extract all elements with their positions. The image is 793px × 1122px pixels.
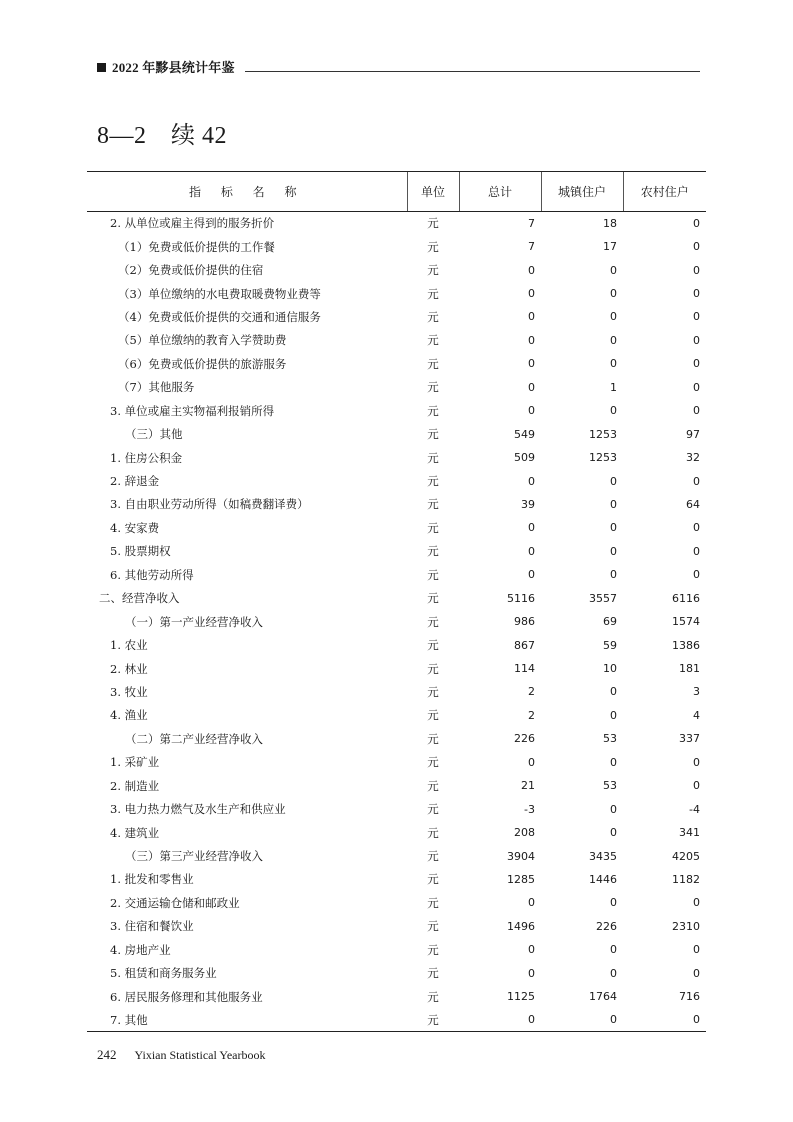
table-title: 8—2 续 42 [97, 123, 227, 149]
row-name-cell: 4. 建筑业 [110, 825, 160, 840]
table-row [87, 469, 706, 492]
row-total-cell: 0 [528, 474, 535, 488]
row-unit-cell: 元 [427, 849, 439, 864]
row-rural-cell: 716 [679, 990, 700, 1004]
row-rural-cell: 181 [679, 662, 700, 676]
row-name-cell: 二、经营净收入 [99, 591, 180, 606]
table-row [87, 821, 706, 844]
row-urban-cell: 1253 [589, 427, 617, 441]
row-total-cell: 0 [528, 380, 535, 394]
row-urban-cell: 0 [610, 685, 617, 699]
table-row [87, 422, 706, 445]
table-row [87, 282, 706, 305]
row-rural-cell: 0 [693, 568, 700, 582]
row-name-cell: 4. 渔业 [110, 708, 148, 723]
statistics-table [87, 171, 706, 1032]
row-urban-cell: 53 [603, 732, 617, 746]
row-unit-cell: 元 [427, 216, 439, 231]
row-urban-cell: 3435 [589, 849, 617, 863]
row-unit-cell: 元 [427, 966, 439, 981]
row-name-cell: 3. 自由职业劳动所得（如稿费翻译费） [110, 497, 309, 512]
table-row [87, 329, 706, 352]
row-name-cell: 2. 林业 [110, 661, 148, 676]
row-urban-cell: 3557 [589, 591, 617, 605]
row-total-cell: 39 [521, 497, 535, 511]
column-header-rural: 农村住户 [623, 172, 706, 212]
row-urban-cell: 0 [610, 755, 617, 769]
row-urban-cell: 59 [603, 638, 617, 652]
row-unit-cell: 元 [427, 755, 439, 770]
row-urban-cell: 0 [610, 310, 617, 324]
row-urban-cell: 0 [610, 943, 617, 957]
row-name-cell: （1）免费或低价提供的工作餐 [118, 239, 275, 254]
row-rural-cell: 1182 [672, 872, 700, 886]
row-rural-cell: 0 [693, 521, 700, 535]
row-unit-cell: 元 [427, 684, 439, 699]
row-total-cell: 5116 [507, 591, 535, 605]
table-row [87, 446, 706, 469]
table-row [87, 610, 706, 633]
row-urban-cell: 1446 [589, 872, 617, 886]
row-rural-cell: 0 [693, 404, 700, 418]
row-total-cell: 0 [528, 263, 535, 277]
table-row [87, 891, 706, 914]
row-unit-cell: 元 [427, 380, 439, 395]
row-rural-cell: 0 [693, 896, 700, 910]
table-row [87, 399, 706, 422]
row-name-cell: 4. 安家费 [110, 520, 160, 535]
row-name-cell: 2. 从单位或雇主得到的服务折价 [110, 216, 275, 231]
row-name-cell: 3. 住宿和餐饮业 [110, 919, 194, 934]
row-unit-cell: 元 [427, 919, 439, 934]
row-rural-cell: 337 [679, 732, 700, 746]
row-total-cell: 0 [528, 755, 535, 769]
row-total-cell: 549 [514, 427, 535, 441]
table-row [87, 633, 706, 656]
row-name-cell: （5）单位缴纳的教育入学赞助费 [118, 333, 287, 348]
row-total-cell: 867 [514, 638, 535, 652]
row-unit-cell: 元 [427, 403, 439, 418]
row-urban-cell: 69 [603, 615, 617, 629]
row-urban-cell: 0 [610, 708, 617, 722]
row-total-cell: 0 [528, 544, 535, 558]
row-unit-cell: 元 [427, 544, 439, 559]
row-unit-cell: 元 [427, 309, 439, 324]
row-urban-cell: 17 [603, 240, 617, 254]
row-unit-cell: 元 [427, 708, 439, 723]
row-urban-cell: 0 [610, 497, 617, 511]
row-urban-cell: 0 [610, 568, 617, 582]
row-rural-cell: 97 [686, 427, 700, 441]
table-row [87, 844, 706, 867]
row-total-cell: 0 [528, 404, 535, 418]
row-name-cell: 3. 牧业 [110, 684, 148, 699]
row-urban-cell: 0 [541, 1008, 623, 1031]
row-unit-cell: 元 [427, 333, 439, 348]
row-rural-cell: 4205 [672, 849, 700, 863]
row-urban-cell: 0 [610, 544, 617, 558]
row-urban-cell: 0 [610, 896, 617, 910]
row-name-cell: （7）其他服务 [118, 380, 195, 395]
table-row [87, 587, 706, 610]
column-header-name: 指 标 名 称 [87, 172, 407, 212]
row-urban-cell: 53 [603, 779, 617, 793]
row-rural-cell: 0 [693, 310, 700, 324]
row-name-cell: 1. 采矿业 [110, 755, 160, 770]
row-rural-cell: 0 [693, 544, 700, 558]
row-total-cell: 0 [528, 521, 535, 535]
row-unit-cell: 元 [427, 497, 439, 512]
row-name-cell: 2. 交通运输仓储和邮政业 [110, 895, 240, 910]
column-header-urban: 城镇住户 [541, 172, 623, 212]
row-rural-cell: 341 [679, 826, 700, 840]
table-header-row [87, 172, 706, 212]
row-unit-cell: 元 [427, 731, 439, 746]
row-urban-cell: 0 [610, 802, 617, 816]
column-header-total: 总计 [459, 172, 541, 212]
row-urban-cell: 0 [610, 333, 617, 347]
row-total-cell: 0 [528, 310, 535, 324]
row-name-cell: 5. 股票期权 [110, 544, 171, 559]
row-name-cell: （一）第一产业经营净收入 [125, 614, 263, 629]
row-name-cell: 1. 住房公积金 [110, 450, 183, 465]
row-total-cell: 7 [528, 216, 535, 230]
row-unit-cell: 元 [427, 567, 439, 582]
row-urban-cell: 0 [610, 521, 617, 535]
row-rural-cell: 1386 [672, 638, 700, 652]
row-name-cell: （三）第三产业经营净收入 [125, 849, 263, 864]
table-row [87, 376, 706, 399]
row-total-cell: 7 [528, 240, 535, 254]
table-row [87, 212, 706, 235]
square-bullet-icon [97, 63, 106, 72]
table-body [87, 212, 706, 1032]
row-unit-cell: 元 [427, 778, 439, 793]
row-unit-cell: 元 [427, 661, 439, 676]
row-total-cell: 509 [514, 451, 535, 465]
row-urban-cell: 0 [610, 826, 617, 840]
row-unit-cell: 元 [427, 638, 439, 653]
row-total-cell: 208 [514, 826, 535, 840]
row-rural-cell: 4 [693, 708, 700, 722]
row-total-cell: 2 [528, 708, 535, 722]
row-total-cell: 3904 [507, 849, 535, 863]
table-row [87, 235, 706, 258]
row-rural-cell: 0 [693, 287, 700, 301]
row-name-cell: （4）免费或低价提供的交通和通信服务 [118, 309, 321, 324]
column-header-unit: 单位 [407, 172, 459, 212]
row-name-cell: （2）免费或低价提供的住宿 [118, 263, 264, 278]
row-unit-cell: 元 [427, 989, 439, 1004]
row-total-cell: 0 [528, 943, 535, 957]
row-name-cell: 1. 批发和零售业 [110, 872, 194, 887]
table-row [87, 305, 706, 328]
row-rural-cell: 1574 [672, 615, 700, 629]
row-name-cell: 6. 其他劳动所得 [110, 567, 194, 582]
row-unit-cell: 元 [427, 286, 439, 301]
row-unit-cell: 元 [427, 520, 439, 535]
table-row [87, 868, 706, 891]
row-rural-cell: 0 [693, 333, 700, 347]
row-unit-cell: 元 [427, 427, 439, 442]
row-unit-cell: 元 [427, 474, 439, 489]
row-rural-cell: 0 [693, 357, 700, 371]
page-number: 242 [97, 1047, 117, 1062]
table-row [87, 1008, 706, 1031]
running-title: 2022 年黟县统计年鉴 [112, 60, 235, 75]
row-total-cell: 1125 [507, 990, 535, 1004]
row-unit-cell: 元 [427, 614, 439, 629]
row-unit-cell: 元 [427, 825, 439, 840]
row-urban-cell: 0 [610, 263, 617, 277]
row-urban-cell: 226 [596, 919, 617, 933]
row-urban-cell: 10 [603, 662, 617, 676]
row-total-cell: 1285 [507, 872, 535, 886]
table-row [87, 985, 706, 1008]
row-total-cell: 1496 [507, 919, 535, 933]
row-unit-cell: 元 [427, 356, 439, 371]
row-rural-cell: -4 [689, 802, 700, 816]
table-row [87, 493, 706, 516]
table-row [87, 540, 706, 563]
row-rural-cell: 3 [693, 685, 700, 699]
row-name-cell: 2. 制造业 [110, 778, 160, 793]
table-row [87, 352, 706, 375]
table-row [87, 516, 706, 539]
row-rural-cell: 0 [693, 966, 700, 980]
row-urban-cell: 1253 [589, 451, 617, 465]
row-total-cell: 0 [528, 333, 535, 347]
row-unit-cell: 元 [427, 802, 439, 817]
row-urban-cell: 0 [610, 357, 617, 371]
row-rural-cell: 0 [693, 943, 700, 957]
table-row [87, 751, 706, 774]
row-unit-cell: 元 [427, 942, 439, 957]
row-name-cell: 4. 房地产业 [110, 942, 171, 957]
row-rural-cell: 2310 [672, 919, 700, 933]
table-row [87, 727, 706, 750]
table-row [87, 797, 706, 820]
row-total-cell: 0 [528, 357, 535, 371]
row-rural-cell: 6116 [672, 591, 700, 605]
running-header [97, 57, 235, 76]
row-rural-cell: 32 [686, 451, 700, 465]
row-rural-cell: 0 [693, 474, 700, 488]
row-urban-cell: 18 [603, 216, 617, 230]
table-row [87, 657, 706, 680]
row-unit-cell: 元 [407, 1008, 459, 1031]
table-row [87, 915, 706, 938]
row-unit-cell: 元 [427, 591, 439, 606]
row-name-cell: 7. 其他 [87, 1008, 407, 1031]
row-rural-cell: 0 [693, 779, 700, 793]
row-total-cell: 2 [528, 685, 535, 699]
table-row [87, 258, 706, 281]
row-unit-cell: 元 [427, 450, 439, 465]
table-row [87, 938, 706, 961]
row-name-cell: 3. 单位或雇主实物福利报销所得 [110, 403, 275, 418]
row-total-cell: 0 [459, 1008, 541, 1031]
table-row [87, 704, 706, 727]
row-total-cell: -3 [524, 802, 535, 816]
row-total-cell: 21 [521, 779, 535, 793]
row-rural-cell: 0 [693, 755, 700, 769]
row-total-cell: 114 [514, 662, 535, 676]
row-rural-cell: 0 [693, 216, 700, 230]
row-rural-cell: 0 [693, 380, 700, 394]
book-title: Yixian Statistical Yearbook [134, 1048, 266, 1062]
table-row [87, 962, 706, 985]
row-rural-cell: 64 [686, 497, 700, 511]
row-urban-cell: 1 [610, 380, 617, 394]
row-total-cell: 0 [528, 966, 535, 980]
row-urban-cell: 0 [610, 474, 617, 488]
row-urban-cell: 1764 [589, 990, 617, 1004]
row-name-cell: 3. 电力热力燃气及水生产和供应业 [110, 802, 286, 817]
page-footer [97, 1047, 266, 1063]
row-name-cell: 5. 租赁和商务服务业 [110, 966, 217, 981]
row-rural-cell: 0 [693, 263, 700, 277]
row-total-cell: 986 [514, 615, 535, 629]
row-unit-cell: 元 [427, 263, 439, 278]
row-name-cell: （二）第二产业经营净收入 [125, 731, 263, 746]
row-unit-cell: 元 [427, 895, 439, 910]
row-rural-cell: 0 [693, 240, 700, 254]
header-rule [245, 71, 700, 72]
table-row [87, 563, 706, 586]
row-urban-cell: 0 [610, 404, 617, 418]
row-name-cell: 2. 辞退金 [110, 474, 160, 489]
row-unit-cell: 元 [427, 239, 439, 254]
row-total-cell: 226 [514, 732, 535, 746]
row-urban-cell: 0 [610, 966, 617, 980]
row-name-cell: 6. 居民服务修理和其他服务业 [110, 989, 263, 1004]
row-total-cell: 0 [528, 287, 535, 301]
row-total-cell: 0 [528, 568, 535, 582]
row-name-cell: （三）其他 [125, 427, 183, 442]
row-urban-cell: 0 [610, 287, 617, 301]
row-name-cell: （6）免费或低价提供的旅游服务 [118, 356, 287, 371]
table-row [87, 680, 706, 703]
row-total-cell: 0 [528, 896, 535, 910]
row-name-cell: （3）单位缴纳的水电费取暖费物业费等 [118, 286, 321, 301]
table-row [87, 774, 706, 797]
row-unit-cell: 元 [427, 872, 439, 887]
row-name-cell: 1. 农业 [110, 638, 148, 653]
row-rural-cell: 0 [623, 1008, 706, 1031]
